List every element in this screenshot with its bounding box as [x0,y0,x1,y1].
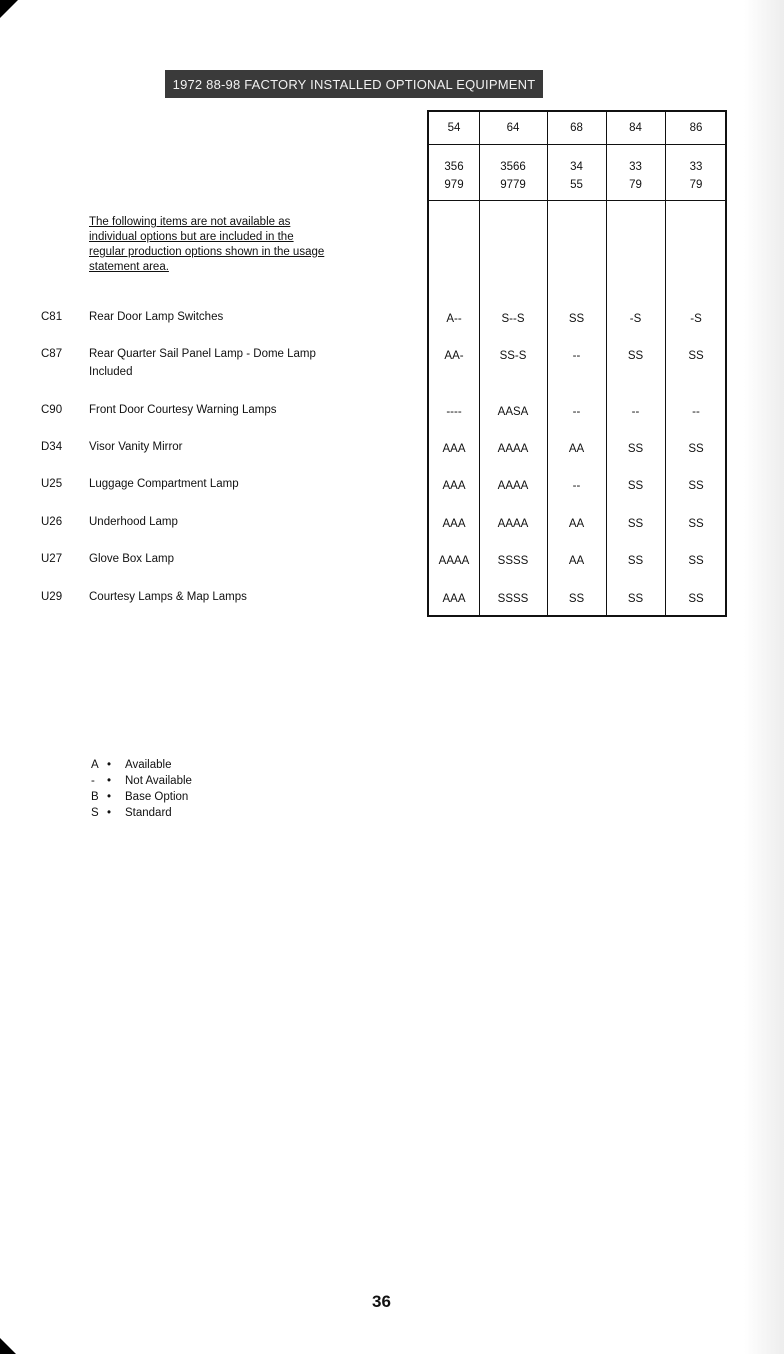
column-series-header: 54 [447,122,461,134]
table-cell: AAAA [438,555,470,567]
option-code: U27 [41,553,63,565]
option-code: U29 [41,591,63,603]
page-corner-top [0,0,18,18]
table-cell: SS [627,480,644,492]
option-label: Luggage Compartment Lamp [89,478,239,490]
table-cell: SS [627,518,644,530]
table-cell: SS [627,555,644,567]
table-cell: A-- [446,313,462,325]
column-code: 34 [570,161,583,173]
table-cell: SSSS [497,593,529,605]
table-cell: AAA [442,480,466,492]
legend-item [91,789,192,805]
table-cell: SSSS [497,555,529,567]
option-code: U26 [41,516,63,528]
table-cell: -S [629,313,642,325]
option-label: Courtesy Lamps & Map Lamps [89,591,247,603]
intro-line: individual options but are included in the [89,231,294,243]
column-code: 3566 [500,161,526,173]
column-code: 55 [570,179,583,191]
table-cell: S--S [501,313,525,325]
table-cell: AAA [442,593,466,605]
column-code: 9779 [500,179,526,191]
column-code: 79 [689,179,703,191]
table-cell: AA [568,518,585,530]
header-divider [429,144,725,145]
table-cell: SS [688,480,704,492]
intro-line: The following items are not available as [89,216,291,228]
table-cell: AA- [444,350,464,362]
option-label: Rear Door Lamp Switches [89,311,224,323]
table-cell: -S [690,313,702,325]
table-cell: SS [627,443,644,455]
option-label: Visor Vanity Mirror [89,441,183,453]
legend-meaning: Not Available [125,775,192,787]
page-number: 36 [372,1292,391,1311]
table-cell: -- [692,406,700,418]
column-code: 33 [689,161,703,173]
intro-note [89,215,399,275]
header-divider [429,200,725,201]
column-series-header: 64 [506,122,520,134]
table-cell: SS [627,350,644,362]
column-code: 979 [444,179,464,191]
legend-separator: • [107,807,112,819]
table-cell: SS [568,313,585,325]
option-label-continued: Included [89,366,133,378]
table-cell: SS [688,443,704,455]
legend-item [91,773,192,789]
option-code: U25 [41,478,63,490]
table-cell: AAA [442,443,466,455]
legend-key: S [91,807,99,819]
option-label: Front Door Courtesy Warning Lamps [89,404,277,416]
option-code: C87 [41,348,63,360]
table-cell: AASA [497,406,529,418]
intro-line: statement area. [89,261,169,273]
table-cell: AAAA [497,443,529,455]
table-cell: AAAA [497,518,529,530]
table-cell: -- [631,406,640,418]
table-cell: SS [688,350,704,362]
table-cell: -- [572,480,581,492]
option-code: D34 [41,441,63,453]
table-cell: AAA [442,518,466,530]
table-cell: SS [627,593,644,605]
table-cell: SS [688,593,704,605]
option-code: C81 [41,311,63,323]
option-label: Underhood Lamp [89,516,178,528]
legend [91,757,192,821]
legend-key: - [91,775,95,787]
table-cell: SS [688,555,704,567]
column-series-header: 68 [570,122,583,134]
legend-item [91,757,192,773]
table-cell: SS-S [499,350,527,362]
column-code: 356 [444,161,464,173]
legend-meaning: Available [125,759,172,771]
option-label: Rear Quarter Sail Panel Lamp - Dome Lamp [89,348,316,360]
option-label: Glove Box Lamp [89,553,175,565]
legend-separator: • [107,775,112,787]
legend-separator: • [107,791,112,803]
legend-meaning: Base Option [125,791,189,803]
legend-key: A [91,759,99,771]
legend-meaning: Standard [125,807,172,819]
option-code: C90 [41,404,63,416]
table-cell: -- [572,350,581,362]
table-cell: AA [568,555,585,567]
table-cell: SS [568,593,585,605]
column-series-header: 84 [629,122,642,134]
legend-separator: • [107,759,112,771]
page-edge-shadow [744,0,784,1354]
page-title: 1972 88-98 FACTORY INSTALLED OPTIONAL EQUIPMENT [165,70,543,98]
table-cell: SS [688,518,704,530]
column-series-header: 86 [689,122,703,134]
table-cell: -- [572,406,581,418]
table-cell: AAAA [497,480,529,492]
legend-item [91,805,192,821]
column-code: 79 [629,179,642,191]
intro-line: regular production options shown in the usage [89,246,325,258]
table-cell: ---- [446,406,462,418]
column-code: 33 [629,161,642,173]
table-cell: AA [568,443,585,455]
legend-key: B [91,791,99,803]
page-corner-bottom [0,1338,16,1354]
option-table [427,110,727,617]
